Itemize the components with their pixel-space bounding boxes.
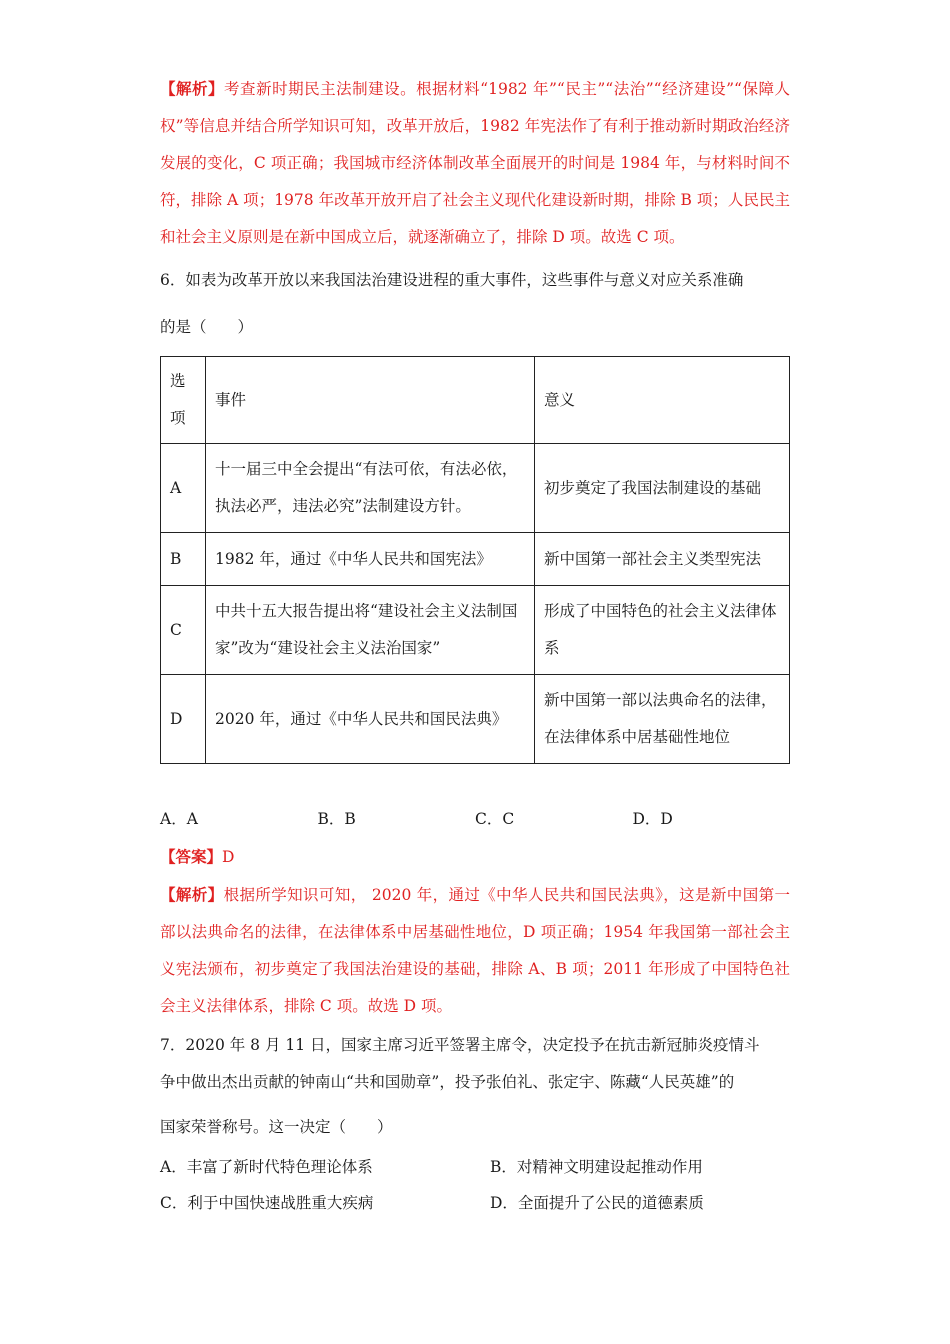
analysis-text: 根据所学知识可知， 2020 年，通过《中华人民共和国民法典》，这是新中国第一部以法典命名的法律，在法律体系中居基础性地位，D 项正确；1954 年我国第一部社会主义宪法颁布，初步奠定了我国法治建设的基础，排除 A、B 项；2011 年形成了中国特色社会主义法律体系，排除 C 项。故选 D 项。: [160, 886, 790, 1015]
table-row: [161, 533, 790, 586]
option-b: B．对精神文明建设起推动作用: [490, 1158, 703, 1176]
analysis-text: 考查新时期民主法制建设。根据材料“1982 年”“民主”“法治”“经济建设”“保障人权”等信息并结合所学知识可知，改革开放后，1982 年宪法作了有利于推动新时期政治经济发展的变化，C 项正确；我国城市经济体制改革全面展开的时间是 1984 年，与材料时间不符，排除 A 项；1978 年改革开放开启了社会主义现代化建设新时期，排除 B 项；人民民主和社会主义原则是在新中国成立后，就逐渐确立了，排除 D 项。故选 C 项。: [160, 80, 790, 246]
question-6-stem: 6．如表为改革开放以来我国法治建设进程的重大事件，这些事件与意义对应关系准确: [160, 271, 744, 289]
question-6-stem-end: 的是（ ）: [160, 318, 254, 336]
row-option: C: [161, 586, 206, 675]
analysis-q6: [160, 876, 790, 1025]
option-c: C．利于中国快速战胜重大疾病: [160, 1194, 374, 1212]
analysis-tag: 【解析】: [160, 79, 225, 98]
row-event: 1982 年，通过《中华人民共和国宪法》: [206, 533, 535, 586]
question-7-stem-end: 国家荣誉称号。这一决定（ ）: [160, 1118, 393, 1136]
row-meaning: 形成了中国特色的社会主义法律体系: [535, 586, 790, 675]
option-a: A．A: [160, 810, 198, 828]
row-option: B: [161, 533, 206, 586]
answer-value: D: [222, 848, 235, 866]
analysis-tag: 【解析】: [160, 885, 224, 904]
table-row: [161, 444, 790, 533]
row-meaning: 新中国第一部以法典命名的法律，在法律体系中居基础性地位: [535, 675, 790, 764]
option-a: A．丰富了新时代特色理论体系: [160, 1158, 373, 1176]
answer-q6: [160, 846, 790, 868]
analysis-q5: [160, 70, 790, 256]
row-event: 十一届三中全会提出“有法可依，有法必依，执法必严，违法必究”法制建设方针。: [206, 444, 535, 533]
row-meaning: 新中国第一部社会主义类型宪法: [535, 533, 790, 586]
header-event: 事件: [206, 357, 535, 444]
row-event: 2020 年，通过《中华人民共和国民法典》: [206, 675, 535, 764]
option-d: D．D: [632, 810, 673, 828]
option-b: B．B: [317, 810, 356, 828]
table-row: [161, 586, 790, 675]
header-meaning: 意义: [535, 357, 790, 444]
document-page: [160, 70, 790, 1214]
events-table: [160, 356, 790, 764]
table-row: [161, 675, 790, 764]
option-d: D．全面提升了公民的道德素质: [490, 1194, 704, 1212]
header-option: 选项: [161, 357, 206, 444]
question-7-stem: 7．2020 年 8 月 11 日，国家主席习近平签署主席令，决定投予在抗击新冠肺炎疫情斗: [160, 1036, 760, 1054]
question-7-stem-cont: 争中做出杰出贡献的钟南山“共和国勋章”，投予张伯礼、张定宇、陈藏“人民英雄”的: [160, 1073, 735, 1091]
question-6: [160, 262, 790, 1025]
question-7-options: [160, 1156, 790, 1214]
row-option: A: [161, 444, 206, 533]
answer-tag: 【答案】: [160, 847, 223, 866]
row-meaning: 初步奠定了我国法制建设的基础: [535, 444, 790, 533]
row-event: 中共十五大报告提出将“建设社会主义法制国家”改为“建设社会主义法治国家”: [206, 586, 535, 675]
question-7: [160, 1027, 790, 1214]
row-option: D: [161, 675, 206, 764]
option-c: C．C: [475, 810, 515, 828]
table-header-row: [161, 357, 790, 444]
question-6-options: [160, 808, 790, 830]
